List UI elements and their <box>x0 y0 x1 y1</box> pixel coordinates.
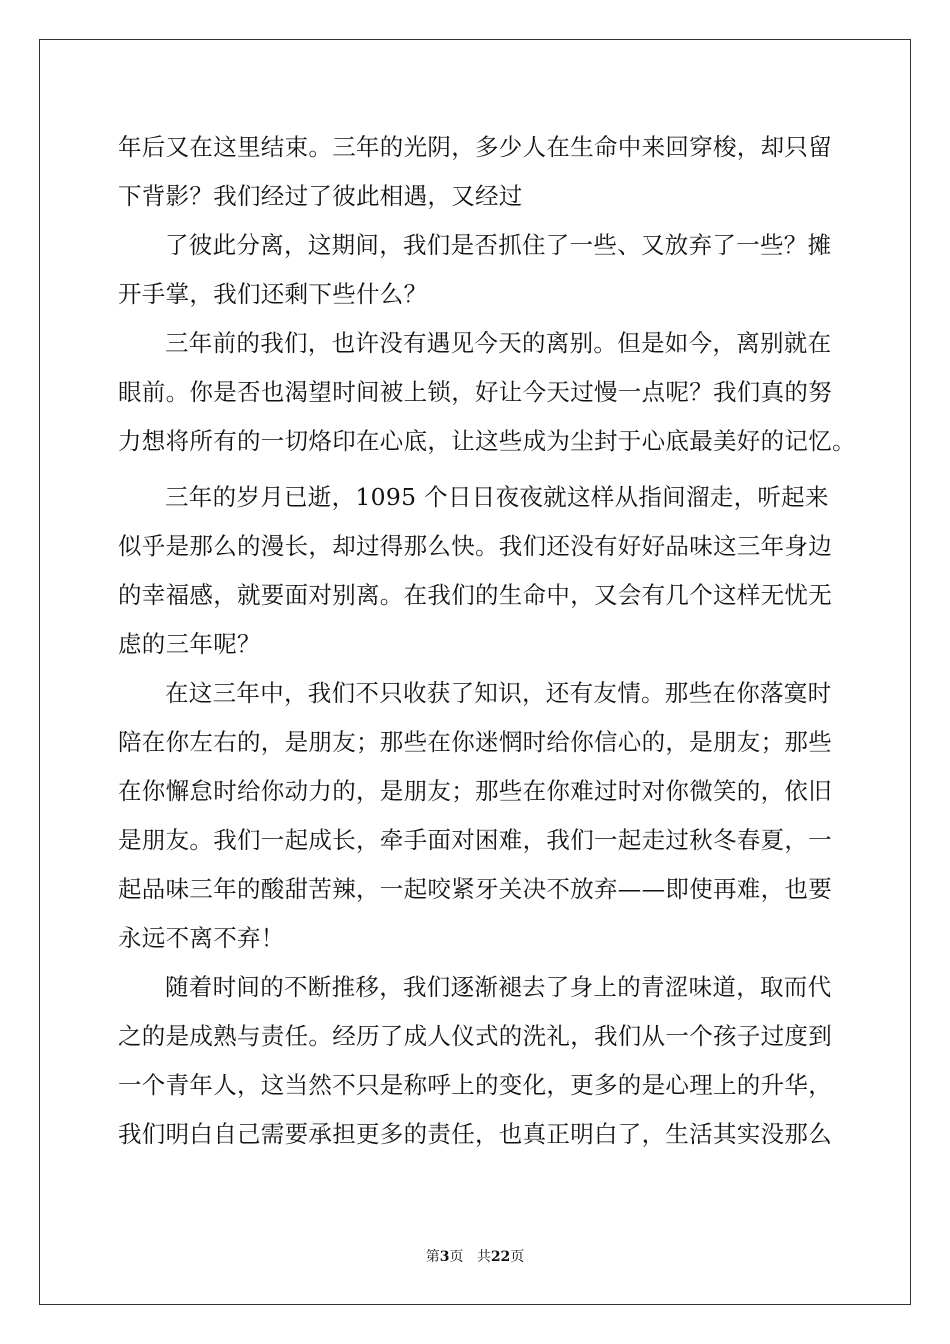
text-line: 三年前的我们，也许没有遇见今天的离别。但是如今，离别就在 <box>165 329 832 357</box>
page-suffix: 页 <box>449 1249 464 1265</box>
text-line: 三年的岁月已逝，1095 个日日夜夜就这样从指间溜走，听起来 <box>165 483 829 511</box>
text-line: 在你懈怠时给你动力的，是朋友；那些在你难过时对你微笑的，依旧 <box>118 777 832 805</box>
text-line: 陪在你左右的，是朋友；那些在你迷惘时给你信心的，是朋友；那些 <box>118 728 832 756</box>
text-line: 起品味三年的酸甜苦辣，一起咬紧牙关决不放弃——即使再难，也要 <box>118 875 832 903</box>
page-number: 3 <box>439 1249 450 1265</box>
total-suffix: 页 <box>510 1249 525 1265</box>
text-line: 之的是成熟与责任。经历了成人仪式的洗礼，我们从一个孩子过度到 <box>118 1022 832 1050</box>
text-line: 一个青年人，这当然不只是称呼上的变化，更多的是心理上的升华， <box>118 1071 832 1099</box>
text-line: 下背影？我们经过了彼此相遇，又经过 <box>118 182 523 210</box>
text-line: 是朋友。我们一起成长，牵手面对困难，我们一起走过秋冬春夏，一 <box>118 826 832 854</box>
total-prefix: 共 <box>476 1249 491 1265</box>
text-line: 我们明白自己需要承担更多的责任，也真正明白了，生活其实没那么 <box>118 1120 832 1148</box>
text-line: 的幸福感，就要面对别离。在我们的生命中，又会有几个这样无忧无 <box>118 581 832 609</box>
total-pages: 22 <box>490 1249 511 1265</box>
text-line: 永远不离不弃！ <box>118 924 285 952</box>
text-line: 力想将所有的一切烙印在心底，让这些成为尘封于心底最美好的记忆。 <box>118 427 856 455</box>
text-line: 开手掌，我们还剩下些什么？ <box>118 280 428 308</box>
text-line: 眼前。你是否也渴望时间被上锁，好让今天过慢一点呢？我们真的努 <box>118 378 832 406</box>
page-prefix: 第 <box>425 1249 440 1265</box>
text-line: 在这三年中，我们不只收获了知识，还有友情。那些在你落寞时 <box>165 679 832 707</box>
text-line: 似乎是那么的漫长，却过得那么快。我们还没有好好品味这三年身边 <box>118 532 832 560</box>
text-line: 了彼此分离，这期间，我们是否抓住了一些、又放弃了一些？摊 <box>165 231 832 259</box>
text-line: 随着时间的不断推移，我们逐渐褪去了身上的青涩味道，取而代 <box>165 973 832 1001</box>
page-footer <box>0 1247 950 1267</box>
text-line: 虑的三年呢？ <box>118 630 261 658</box>
text-line: 年后又在这里结束。三年的光阴，多少人在生命中来回穿梭，却只留 <box>118 133 832 161</box>
